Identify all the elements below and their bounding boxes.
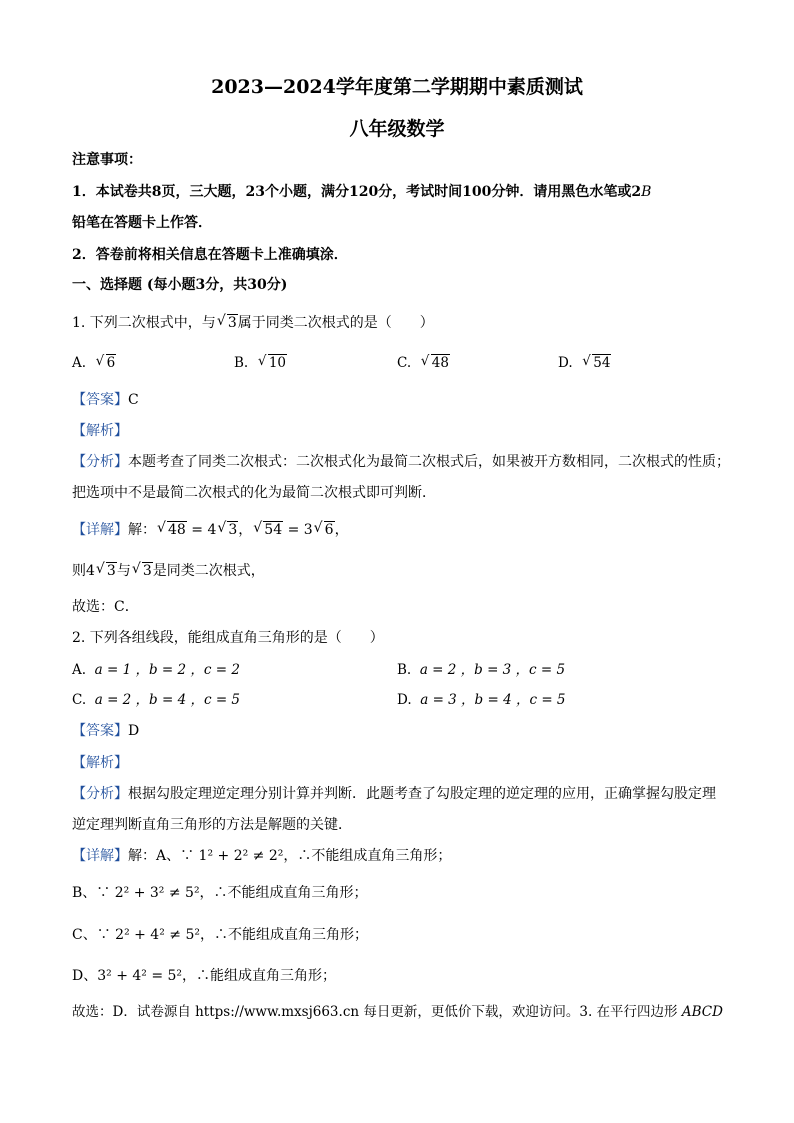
q2-line-c: C、∵ 2² + 4² ≠ 5²，∴不能组成直角三角形； (72, 927, 368, 943)
note-item-1-cont: 铅笔在答题卡上作答． (72, 215, 212, 231)
q2-stem: 2. 下列各组线段，能组成直角三角形的是（ ） (72, 630, 384, 646)
note-item-1: 1．本试卷共8页，三大题，23个小题，满分120分，考试时间100分钟．请用黑色水笔或2B (72, 184, 652, 200)
note-item-2: 2．答卷前将相关信息在答题卡上准确填涂． (72, 247, 348, 263)
q2-xiangjie: 【详解】解：A、∵ 1² + 2² ≠ 2²，∴不能组成直角三角形； (72, 848, 452, 864)
q2-option-b: B. a = 2 ，b = 3 ，c = 5 (397, 662, 566, 678)
q1-option-a: A. √ 6 (72, 353, 116, 373)
q1-xiangjie: 【详解】解：√ 48 = 4√ 3，√ 54 = 3√ 6， (72, 520, 349, 540)
exam-subtitle: 八年级数学 (349, 118, 445, 140)
q1-option-d: D. √ 54 (558, 353, 611, 373)
q1-xiangjie-line2: 则4√ 3与√ 3是同类二次根式， (72, 561, 265, 581)
footer-line: 故选：D．试卷源自 https://www.mxsj663.cn 每日更新，更低价下载，欢迎访问。3. 在平行四边形 ABCD (72, 1004, 723, 1020)
section-heading: 一、选择题 (每小题3分，共30分) (72, 277, 288, 293)
q2-option-d: D. a = 3 ，b = 4 ，c = 5 (397, 692, 566, 708)
q2-line-d: D、3² + 4² = 5²，∴能组成直角三角形； (72, 968, 337, 984)
notes-heading: 注意事项： (72, 152, 142, 168)
q2-fenxi: 【分析】根据勾股定理逆定理分别计算并判断．此题考查了勾股定理的逆定理的应用，正确掌握勾股定理 (72, 786, 716, 802)
q1-conclusion: 故选：C． (72, 599, 139, 615)
q1-option-b: B. √ 10 (234, 353, 287, 373)
q2-answer: 【答案】D (72, 723, 140, 739)
q1-analysis-label: 【解析】 (72, 423, 128, 439)
q1-answer: 【答案】C (72, 392, 139, 408)
q2-analysis-label: 【解析】 (72, 755, 128, 771)
q1-fenxi: 【分析】本题考查了同类二次根式：二次根式化为最简二次根式后，如果被开方数相同，二次根式的性质； (72, 454, 730, 470)
q2-option-a: A. a = 1 ，b = 2 ，c = 2 (72, 662, 240, 678)
q1-stem: 1. 下列二次根式中，与√ 3属于同类二次根式的是（ ） (72, 313, 434, 333)
exam-title: 2023—2024学年度第二学期期中素质测试 (211, 76, 583, 98)
q1-fenxi-cont: 把选项中不是最简二次根式的化为最简二次根式即可判断． (72, 485, 436, 501)
q1-option-c: C. √ 48 (397, 353, 450, 373)
q2-option-c: C. a = 2 ，b = 4 ，c = 5 (72, 692, 241, 708)
q2-fenxi-cont: 逆定理判断直角三角形的方法是解题的关键． (72, 817, 352, 833)
q2-line-b: B、∵ 2² + 3² ≠ 5²，∴不能组成直角三角形； (72, 885, 368, 901)
